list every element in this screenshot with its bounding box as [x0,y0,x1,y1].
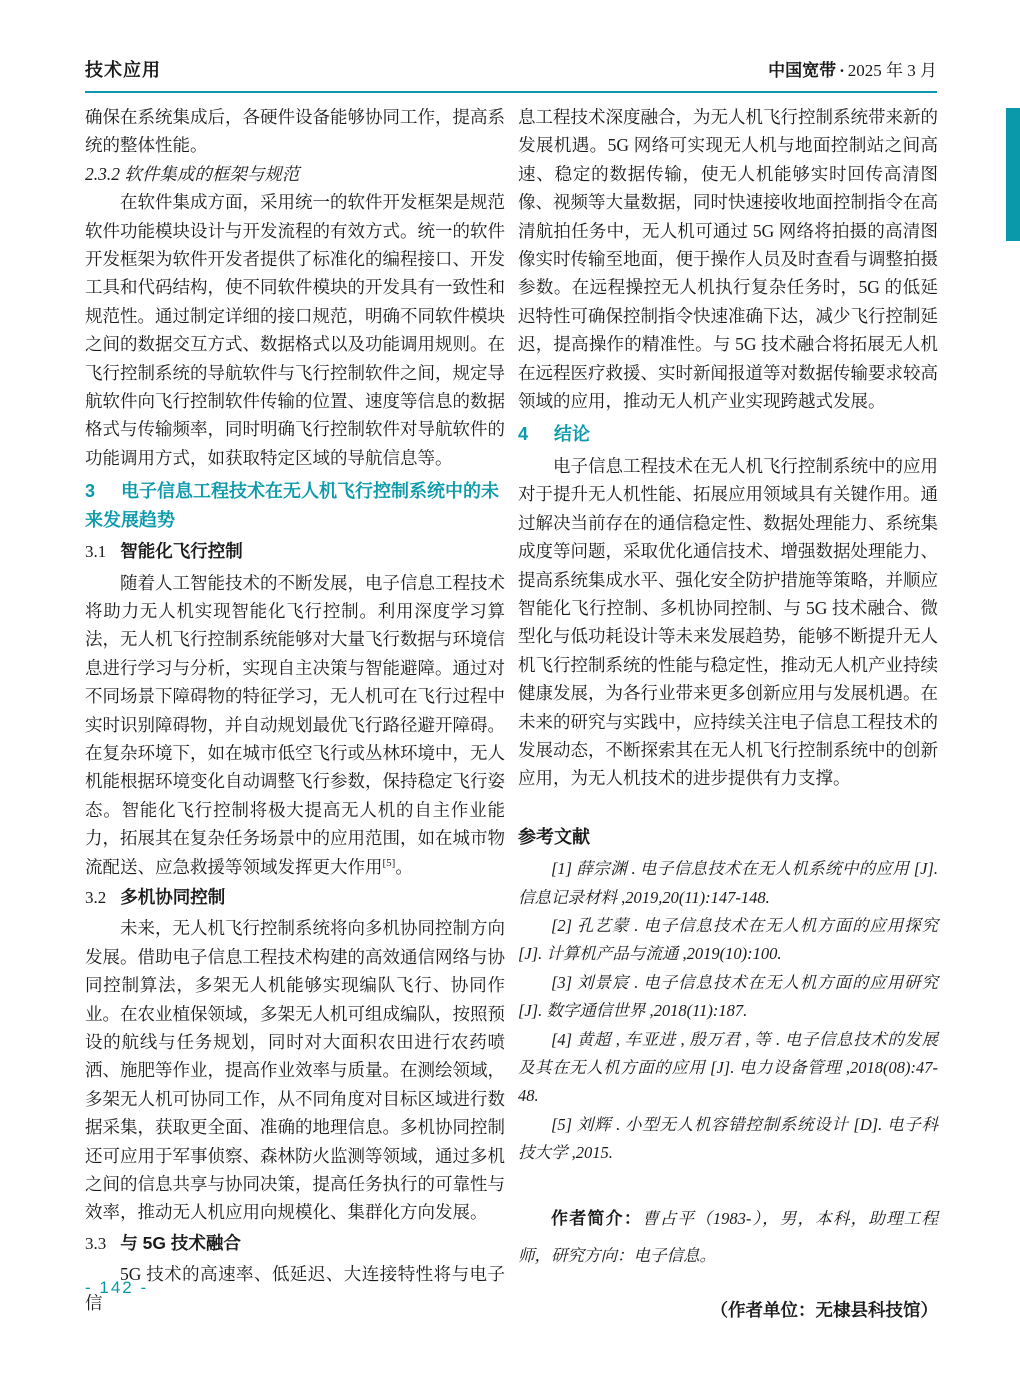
reference-item: [1] 薛宗渊 . 电子信息技术在无人机系统中的应用 [J]. 信息记录材料 ,2019,20(11):147-148. [518,859,938,907]
paragraph-software-integration: 在软件集成方面，采用统一的软件开发框架是规范软件功能模块设计与开发流程的有效方式。统一的软件开发框架为软件开发者提供了标准化的编程接口、开发工具和代码结构，使不同软件模块的开发具有一致性和规范性。通过制定详细的接口规范，明确不同软件模块之间的数据交互方式、数据格式以及功能调用规则。在飞行控制系统的导航软件与飞行控制软件之间，规定导航软件向飞行控制软件传输的位置、速度等信息的数据格式与传输频率，同时明确飞行控制软件对导航软件的功能调用方式，如获取特定区域的导航信息等。 [85,192,505,468]
journal-name: 中国宽带 [768,61,837,80]
paragraph-5g-start: 5G 技术的高速率、低延迟、大连接特性将与电子信 [85,1264,505,1313]
section-number: 4 [518,424,529,445]
subsection-heading-33 [85,1229,505,1258]
subsection-heading-32 [85,883,505,912]
header-divider [85,91,937,93]
section-title: 电子信息工程技术在无人机飞行控制系统中的未来发展趋势 [85,481,500,530]
section-label: 技术应用 [85,60,161,80]
reference-item: [2] 孔艺蒙 . 电子信息技术在无人机方面的应用探究 [J]. 计算机产品与流通 ,2019(10):100. [518,915,938,964]
paragraph-text: 随着人工智能技术的不断发展，电子信息工程技术将助力无人机实现智能化飞行控制。利用深度学习算法，无人机飞行控制系统能够对大量飞行数据与环境信息进行学习与分析，实现自主决策与智能避障。通过对不同场景下障碍物的特征学习，无人机可在飞行过程中实时识别障碍物，并自动规划最优飞行路径避开障碍。在复杂环境下，如在城市低空飞行或丛林环境中，无人机能根据环境变化自动调整飞行参数，保持稳定飞行姿态。智能化飞行控制将极大提高无人机的自主作业能力，拓展其在复杂任务场景中的应用范围，如在城市物流配送、应急救援等领域发挥更大作用 [85,572,505,877]
section-marker-bar [1006,108,1020,241]
subsection-title: 与 5G 技术融合 [120,1232,241,1253]
reference-item: [4] 黄超 , 车亚进 , 殷万君 , 等 . 电子信息技术的发展及其在无人机方面的应用 [J]. 电力设备管理 ,2018(08):47-48. [518,1029,938,1106]
subsection-heading-232: 2.3.2 软件集成的框架与规范 [85,163,300,184]
section-title: 结论 [554,424,591,445]
paragraph-conclusion: 电子信息工程技术在无人机飞行控制系统中的应用对于提升无人机性能、拓展应用领域具有关键作用。通过解决当前存在的通信稳定性、数据处理能力、系统集成度等问题，采取优化通信技术、增强数据处理能力、提高系统集成水平、强化安全防护措施等策略，并顺应智能化飞行控制、多机协同控制、与 5G 技术融合、微型化与低功耗设计等未来发展趋势，能够不断提升无人机飞行控制系统的性能与稳定性，推动无人机产业持续健康发展，为各行业带来更多创新应用与发展机遇。在未来的研究与实践中，应持续关注电子信息工程技术的发展动态，不断探索其在无人机飞行控制系统中的创新应用，为无人机技术的进步提供有力支撑。 [518,455,938,789]
citation-marker: [5] [382,856,396,869]
reference-item: [5] 刘辉 . 小型无人机容错控制系统设计 [D]. 电子科技大学 ,2015. [518,1114,938,1163]
author-bio-label: 作者简介： [551,1208,643,1228]
journal-issue [768,56,937,81]
section-number: 3 [85,481,96,502]
subsection-number: 3.1 [85,542,107,562]
section-heading-4 [518,420,938,448]
author-affiliation: （作者单位：无棣县科技馆） [710,1299,938,1320]
paragraph-tail: 。 [395,856,413,877]
references-heading: 参考文献 [518,826,590,847]
subsection-number: 3.2 [85,887,107,907]
paragraph-continuation: 确保在系统集成后，各硬件设备能够协同工作，提高系统的整体性能。 [85,107,505,156]
page-header [85,56,937,82]
left-column [85,103,505,1317]
journal-separator: · [839,61,845,80]
page-number: - 142 - [85,1278,149,1297]
subsection-title: 多机协同控制 [120,886,226,907]
subsection-number: 3.3 [85,1233,107,1253]
issue-date: 2025 年 3 月 [847,61,937,80]
paragraph-multi-uav: 未来，无人机飞行控制系统将向多机协同控制方向发展。借助电子信息工程技术构建的高效通信网络与协同控制算法，多架无人机能够实现编队飞行、协同作业。在农业植保领域，多架无人机可组成编队，按照预设的航线与任务规划，同时对大面积农田进行农药喷洒、施肥等作业，提高作业效率与质量。在测绘领域，多架无人机可协同工作，从不同角度对目标区域进行数据采集，获取更全面、准确的地理信息。多机协同控制还可应用于军事侦察、森林防火监测等领域，通过多机之间的信息共享与协同决策，提高任务执行的可靠性与效率，推动无人机应用向规模化、集群化方向发展。 [85,918,505,1223]
author-bio-text: 曹占平（1983-），男，本科，助理工程师，研究方向：电子信息。 [518,1208,938,1265]
paragraph-intelligent-flight [85,569,505,881]
author-bio [518,1200,938,1274]
reference-item: [3] 刘景宸 . 电子信息技术在无人机方面的应用研究 [J]. 数字通信世界 ,2018(11):187. [518,972,938,1021]
section-heading-3 [85,477,505,534]
right-column [518,103,938,1324]
subsection-heading-31 [85,537,505,566]
subsection-title: 智能化飞行控制 [120,541,243,562]
paragraph-5g-continuation: 息工程技术深度融合，为无人机飞行控制系统带来新的发展机遇。5G 网络可实现无人机与地面控制站之间高速、稳定的数据传输，使无人机能够实时回传高清图像、视频等大量数据，同时快速接收地面控制指令在高清航拍任务中，无人机可通过 5G 网络将拍摄的高清图像实时传输至地面，便于操作人员及时查看与调整拍摄参数。在远程操控无人机执行复杂任务时，5G 的低延迟特性可确保控制指令快速准确下达，减少飞行控制延迟，提高操作的精准性。与 5G 技术融合将拓展无人机在远程医疗救援、实时新闻报道等对数据传输要求较高领域的应用，推动无人机产业实现跨越式发展。 [518,107,938,412]
